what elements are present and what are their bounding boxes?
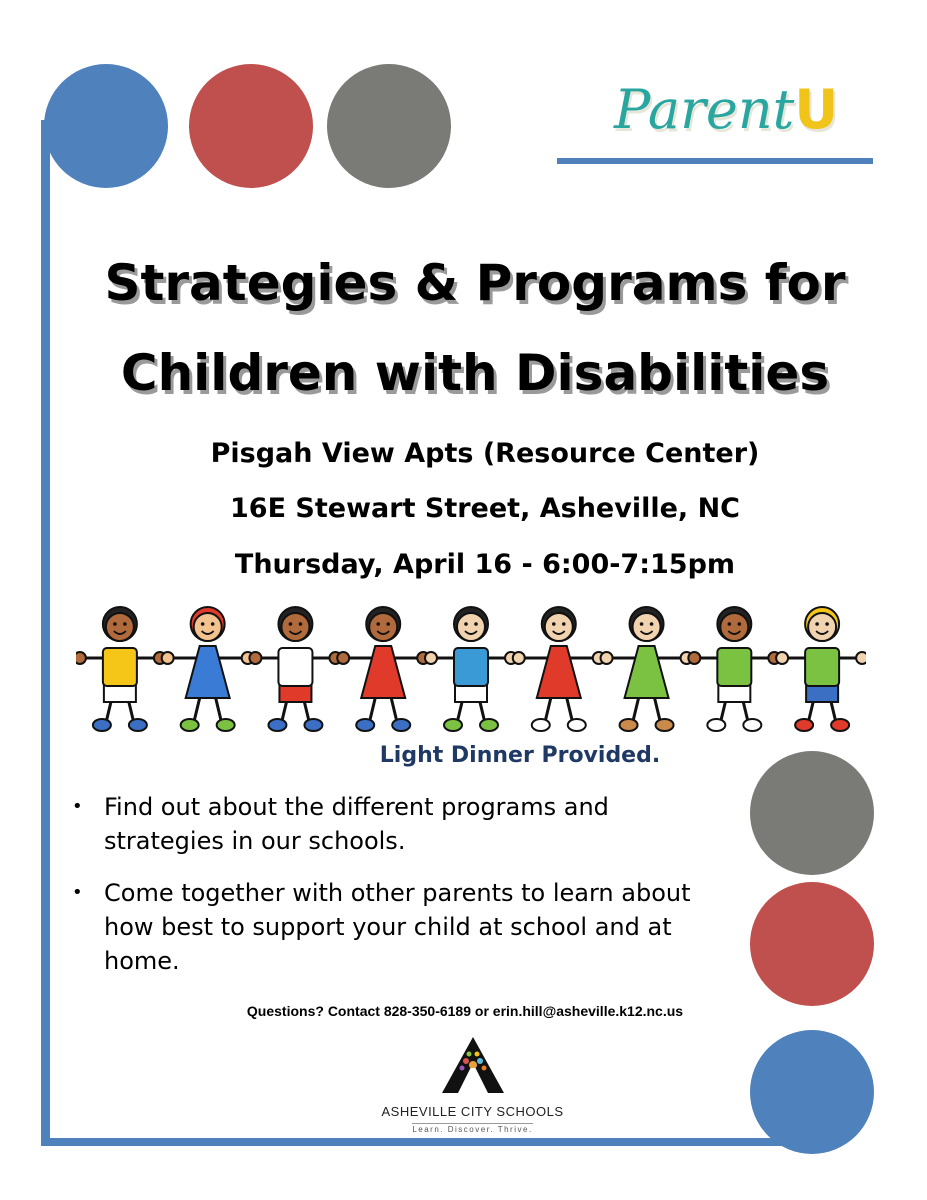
- child-figure: [513, 607, 605, 731]
- gray-circle-top: [327, 64, 451, 188]
- child-figure: [76, 607, 166, 731]
- red-circle-side: [750, 882, 874, 1006]
- logo-word: Parent: [614, 78, 795, 141]
- left-border-bar: [41, 120, 50, 1146]
- red-circle-top: [189, 64, 313, 188]
- bottom-border-bar: [41, 1138, 809, 1146]
- bullet-item-2: [72, 876, 692, 978]
- child-figure: [337, 607, 429, 731]
- tree-a-icon: [438, 1035, 508, 1095]
- title-line-1: Strategies & Programs for: [104, 254, 846, 312]
- event-location: Pisgah View Apts (Resource Center): [210, 438, 760, 469]
- school-logo: [380, 1035, 565, 1137]
- child-figure: [249, 607, 341, 731]
- logo-underline: [557, 158, 873, 164]
- blue-circle-side: [750, 1030, 874, 1154]
- dinner-note: Light Dinner Provided.: [379, 743, 661, 768]
- logo-letter: U: [794, 78, 839, 141]
- bullet-text-2: Come together with other parents to learn about how best to support your child at school and at home.: [104, 879, 691, 975]
- page-title: [60, 238, 890, 418]
- bullet-dot-icon: •: [72, 796, 83, 817]
- bullet-dot-icon: •: [72, 882, 83, 903]
- child-figure: [688, 607, 780, 731]
- logo-text: [614, 78, 838, 141]
- child-figure: [425, 607, 517, 731]
- bullet-list: [72, 790, 692, 996]
- gray-circle-side: [750, 751, 874, 875]
- child-figure: [776, 607, 866, 731]
- children-illustration: [76, 598, 866, 738]
- child-figure: [162, 607, 254, 731]
- school-tagline: Learn. Discover. Thrive.: [412, 1125, 533, 1134]
- parent-u-logo: [600, 74, 870, 144]
- bullet-item-1: [72, 790, 692, 858]
- school-name: ASHEVILLE CITY SCHOOLS: [381, 1104, 564, 1119]
- event-address: 16E Stewart Street, Asheville, NC: [230, 493, 740, 524]
- contact-info: Questions? Contact 828-350-6189 or erin.hill@asheville.k12.nc.us: [246, 1003, 684, 1019]
- bullet-text-1: Find out about the different programs and strategies in our schools.: [104, 793, 609, 855]
- title-line-2: Children with Disabilities: [120, 344, 830, 402]
- event-datetime: Thursday, April 16 - 6:00-7:15pm: [234, 549, 736, 580]
- child-figure: [601, 607, 693, 731]
- blue-circle-top: [44, 64, 168, 188]
